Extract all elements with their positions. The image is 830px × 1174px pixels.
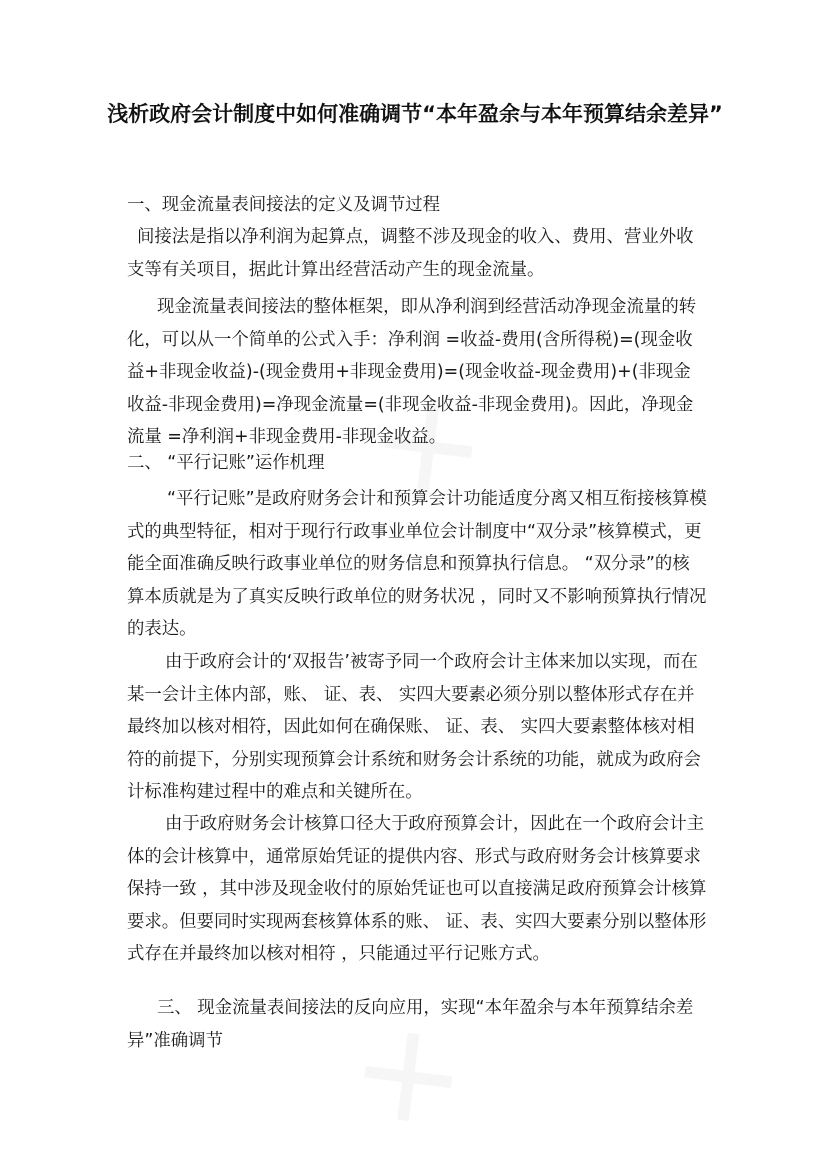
section-heading-2: 二、 “平行记账”运作机理 [127,453,325,473]
paragraph-framework: 现金流量表间接法的整体框架，即从净利润到经营活动净现金流量的转化，可以从一个简单的公式入手：净利润 =收益-费用(含所得税)=(现金收益+非现金收益)-(现金费用+非现金费用)=(现金收益-现金费用)+(非现金收益-非现金费用)=净现金流量=(非现金收益-非现金费用)。因此，净现金流量 =净利润+非现金费用-非现金收益。 [127,297,697,447]
paragraph-dual-report: 由于政府会计的‘双报告’被寄予同一个政府会计主体来加以实现，而在某一会计主体内部，账、 证、表、 实四大要素必须分别以整体形式存在并最终加以核对相符，因此如何在确保账、 证、表、 实四大要素整体核对相符的前提下，分别实现预算会计系统和财务会计系统的功能，就成为政府会计标准构建过程中的难点和关键所在。 [127,652,701,802]
section-heading-3: 三、 现金流量表间接法的反向应用，实现“本年盈余与本年预算结余差异”准确调节 [127,998,694,1051]
paragraph-indirect-method: 间接法是指以净利润为起算点，调整不涉及现金的收入、费用、营业外收支等有关项目，据此计算出经营活动产生的现金流量。 [127,227,694,280]
paragraph-parallel-accounting: “平行记账”是政府财务会计和预算会计功能适度分离又相互衔接核算模式的典型特征，相对于现行行政事业单位会计制度中“双分录”核算模式，更能全面准确反映行政事业单位的财务信息和预算执行信息。 “双分录”的核算本质就是为了真实反映行政单位的财务状况 ，同时又不影响预算执行情况的表达。 [127,489,707,639]
document-title: 浅析政府会计制度中如何准确调节“本年盈余与本年预算结余差异” [107,102,723,126]
paragraph-financial-scope: 由于政府财务会计核算口径大于政府预算会计，因此在一个政府会计主体的会计核算中，通常原始凭证的提供内容、形式与政府财务会计核算要求保持一致 ，其中涉及现金收付的原始凭证也可以直接满足政府预算会计核算要求。但要同时实现两套核算体系的账、 证、表、实四大要素分别以整体形式存在并最终加以核对相符 ，只能通过平行记账方式。 [127,814,707,964]
section-heading-1: 一、现金流量表间接法的定义及调节过程 [127,195,441,215]
